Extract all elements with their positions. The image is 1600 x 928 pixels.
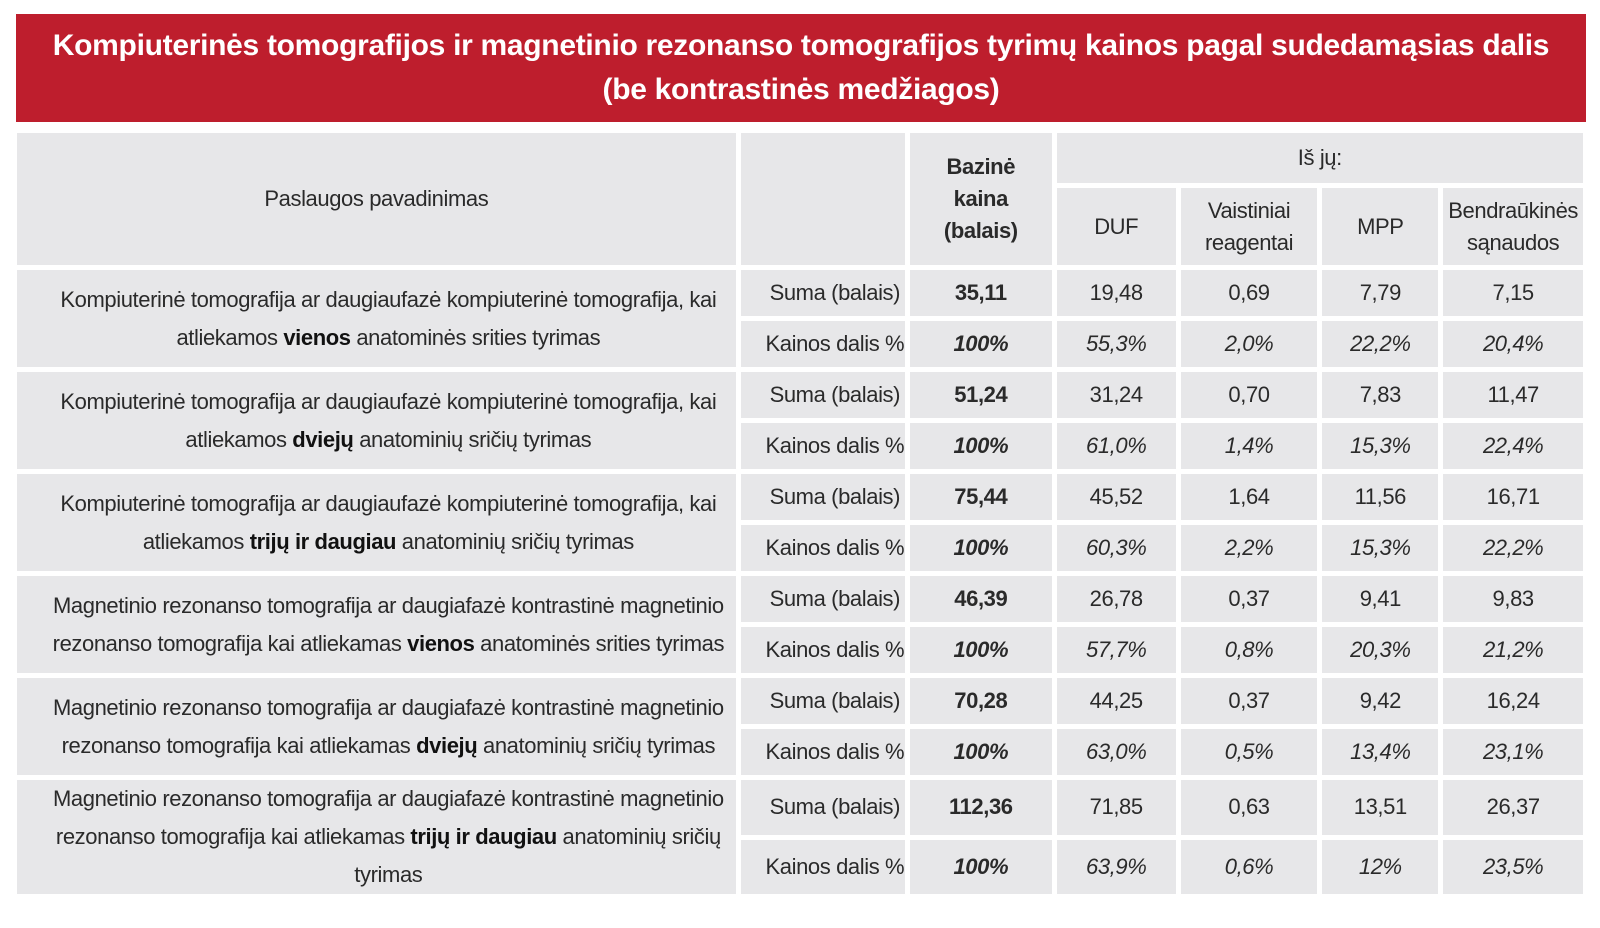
table-row-sum <box>17 474 1583 520</box>
sum-base: 51,24 <box>910 372 1052 418</box>
price-table <box>12 128 1588 899</box>
title-banner <box>16 14 1586 122</box>
label-share: Kainos dalis % <box>741 840 905 895</box>
service-name-text: Kompiuterinė tomografija ar daugiaufazė kompiuterinė tomografija, kai atliekamos <box>60 286 717 350</box>
sum-overhead: 7,15 <box>1443 270 1583 316</box>
service-name-text: Kompiuterinė tomografija ar daugiaufazė kompiuterinė tomografija, kai atliekamos <box>60 388 717 452</box>
table-row-sum <box>17 372 1583 418</box>
share-base: 100% <box>910 840 1052 895</box>
share-mpp: 22,2% <box>1322 321 1438 367</box>
service-name <box>17 576 736 673</box>
header-overhead-line1: Bendraūkinės <box>1448 197 1579 223</box>
sum-reagents: 0,69 <box>1181 270 1318 316</box>
share-duf: 61,0% <box>1057 423 1176 469</box>
share-mpp: 12% <box>1322 840 1438 895</box>
header-reagents <box>1181 188 1318 265</box>
share-mpp: 15,3% <box>1322 525 1438 571</box>
header-overhead-line2: sąnaudos <box>1467 229 1560 255</box>
service-name-emphasis: vienos <box>283 324 351 350</box>
share-reagents: 1,4% <box>1181 423 1318 469</box>
sum-reagents: 0,37 <box>1181 576 1318 622</box>
share-base: 100% <box>910 321 1052 367</box>
service-name-text-end: anatominių sričių tyrimas <box>354 824 721 887</box>
service-name <box>17 678 736 775</box>
sum-duf: 44,25 <box>1057 678 1176 724</box>
service-name-text-end: anatominių sričių tyrimas <box>477 732 716 758</box>
share-overhead: 22,4% <box>1443 423 1583 469</box>
label-sum: Suma (balais) <box>741 372 905 418</box>
share-overhead: 22,2% <box>1443 525 1583 571</box>
share-overhead: 23,1% <box>1443 729 1583 775</box>
sum-base: 112,36 <box>910 780 1052 835</box>
label-share: Kainos dalis % <box>741 525 905 571</box>
sum-duf: 71,85 <box>1057 780 1176 835</box>
service-name-text: Magnetinio rezonanso tomografija ar daugiafazė kontrastinė magnetinio rezonanso tomografija kai atliekamas <box>52 786 724 849</box>
label-share: Kainos dalis % <box>741 321 905 367</box>
service-name-text-end: anatominių sričių tyrimas <box>396 528 634 554</box>
service-name-emphasis: dviejų <box>292 426 354 452</box>
share-duf: 57,7% <box>1057 627 1176 673</box>
header-blank <box>741 133 905 265</box>
label-share: Kainos dalis % <box>741 627 905 673</box>
service-name <box>17 372 736 469</box>
sum-reagents: 1,64 <box>1181 474 1318 520</box>
label-sum: Suma (balais) <box>741 780 905 835</box>
header-reagents-line2: reagentai <box>1204 229 1294 255</box>
sum-base: 70,28 <box>910 678 1052 724</box>
sum-reagents: 0,63 <box>1181 780 1318 835</box>
share-duf: 63,0% <box>1057 729 1176 775</box>
share-reagents: 2,2% <box>1181 525 1318 571</box>
header-mpp: MPP <box>1322 188 1438 265</box>
share-reagents: 2,0% <box>1181 321 1318 367</box>
header-base-line2: kaina <box>953 186 1008 211</box>
title-line-1: Kompiuterinės tomografijos ir magnetinio rezonanso tomografijos tyrimų kainos pagal sudedamąsias dalis <box>52 29 1550 62</box>
share-duf: 63,9% <box>1057 840 1176 895</box>
share-mpp: 20,3% <box>1322 627 1438 673</box>
share-duf: 55,3% <box>1057 321 1176 367</box>
share-reagents: 0,8% <box>1181 627 1318 673</box>
share-base: 100% <box>910 627 1052 673</box>
header-duf: DUF <box>1057 188 1176 265</box>
label-sum: Suma (balais) <box>741 678 905 724</box>
label-share: Kainos dalis % <box>741 729 905 775</box>
service-name <box>17 474 736 571</box>
sum-overhead: 26,37 <box>1443 780 1583 835</box>
service-name <box>17 780 736 894</box>
title-line-2: (be kontrastinės medžiagos) <box>602 73 1000 106</box>
service-name-text-end: anatominių sričių tyrimas <box>353 426 592 452</box>
sum-base: 75,44 <box>910 474 1052 520</box>
sum-mpp: 7,83 <box>1322 372 1438 418</box>
share-duf: 60,3% <box>1057 525 1176 571</box>
share-mpp: 15,3% <box>1322 423 1438 469</box>
share-base: 100% <box>910 423 1052 469</box>
header-reagents-line1: Vaistiniai <box>1207 197 1291 223</box>
share-overhead: 20,4% <box>1443 321 1583 367</box>
sum-overhead: 9,83 <box>1443 576 1583 622</box>
service-name-emphasis: vienos <box>407 630 475 656</box>
share-reagents: 0,6% <box>1181 840 1318 895</box>
sum-duf: 19,48 <box>1057 270 1176 316</box>
sum-mpp: 9,41 <box>1322 576 1438 622</box>
service-name <box>17 270 736 367</box>
sum-base: 46,39 <box>910 576 1052 622</box>
service-name-text: Magnetinio rezonanso tomografija ar daugiafazė kontrastinė magnetinio rezonanso tomografija kai atliekamas <box>52 592 724 656</box>
sum-reagents: 0,70 <box>1181 372 1318 418</box>
table-row-sum <box>17 576 1583 622</box>
table-row-sum <box>17 780 1583 835</box>
sum-duf: 45,52 <box>1057 474 1176 520</box>
service-name-emphasis: dviejų <box>416 732 478 758</box>
share-overhead: 21,2% <box>1443 627 1583 673</box>
sum-mpp: 9,42 <box>1322 678 1438 724</box>
sum-mpp: 7,79 <box>1322 270 1438 316</box>
sum-mpp: 11,56 <box>1322 474 1438 520</box>
sum-duf: 26,78 <box>1057 576 1176 622</box>
share-overhead: 23,5% <box>1443 840 1583 895</box>
service-name-emphasis: trijų ir daugiau <box>249 528 397 554</box>
header-base-price <box>910 133 1052 265</box>
service-name-emphasis: trijų ir daugiau <box>410 824 557 849</box>
sum-overhead: 11,47 <box>1443 372 1583 418</box>
sum-mpp: 13,51 <box>1322 780 1438 835</box>
label-share: Kainos dalis % <box>741 423 905 469</box>
sum-reagents: 0,37 <box>1181 678 1318 724</box>
share-base: 100% <box>910 729 1052 775</box>
table-row-sum <box>17 678 1583 724</box>
label-sum: Suma (balais) <box>741 474 905 520</box>
service-name-text: Kompiuterinė tomografija ar daugiaufazė kompiuterinė tomografija, kai atliekamos <box>60 490 717 554</box>
table-row-sum <box>17 270 1583 316</box>
header-overhead <box>1443 188 1583 265</box>
sum-overhead: 16,71 <box>1443 474 1583 520</box>
sum-base: 35,11 <box>910 270 1052 316</box>
header-of-which: Iš jų: <box>1057 133 1583 183</box>
service-name-text: Magnetinio rezonanso tomografija ar daugiafazė kontrastinė magnetinio rezonanso tomografija kai atliekamas <box>52 694 724 758</box>
label-sum: Suma (balais) <box>741 270 905 316</box>
service-name-text-end: anatominės srities tyrimas <box>350 324 601 350</box>
service-name-text-end: anatominės srities tyrimas <box>474 630 725 656</box>
sum-duf: 31,24 <box>1057 372 1176 418</box>
header-base-line1: Bazinė <box>946 154 1016 179</box>
label-sum: Suma (balais) <box>741 576 905 622</box>
sum-overhead: 16,24 <box>1443 678 1583 724</box>
header-service: Paslaugos pavadinimas <box>17 133 736 265</box>
share-mpp: 13,4% <box>1322 729 1438 775</box>
share-base: 100% <box>910 525 1052 571</box>
header-base-line3: (balais) <box>943 218 1018 243</box>
share-reagents: 0,5% <box>1181 729 1318 775</box>
